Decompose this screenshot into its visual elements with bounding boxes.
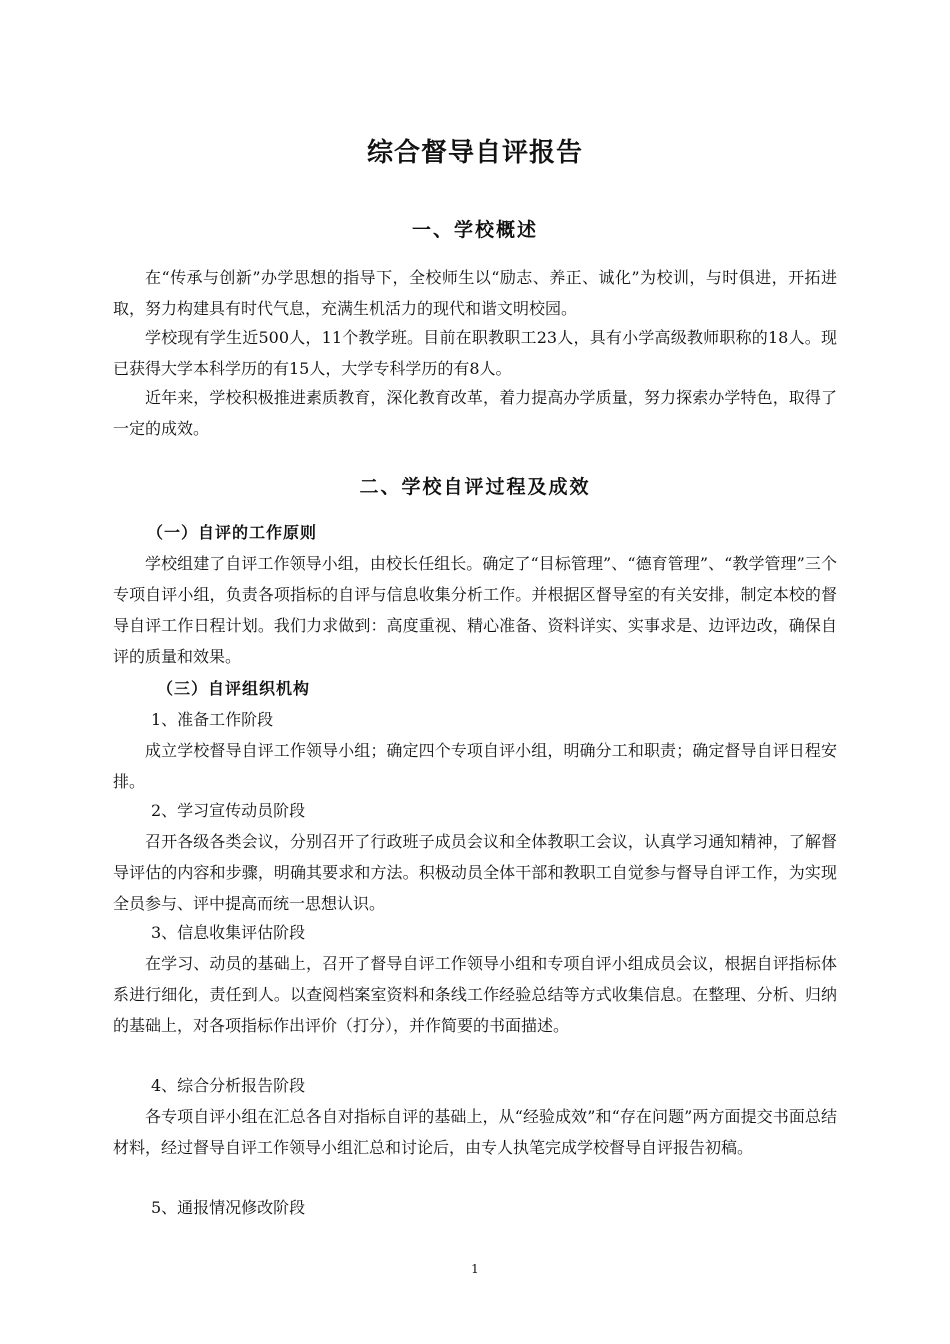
stage-label: 5、通报情况修改阶段	[151, 1198, 306, 1217]
stage-label: 4、综合分析报告阶段	[151, 1076, 306, 1095]
page-number: 1	[471, 1262, 479, 1276]
paragraph: 近年来，学校积极推进素质教育，深化教育改革，着力提高办学质量，努力探索办学特色，取得了一定的成效。	[113, 388, 837, 438]
sub-heading-organization: （三）自评组织机构	[157, 679, 311, 698]
section-heading-overview: 一、学校概述	[411, 219, 538, 241]
paragraph: 学校组建了自评工作领导小组，由校长任组长。确定了“目标管理”、“德育管理”、“教学管理”三个专项自评小组，负责各项指标的自评与信息收集分析工作。并根据区督导室的有关安排，制定本校的督导自评工作日程计划。我们力求做到：高度重视、精心准备、资料详实、实事求是、边评边改，确保自评的质量和效果。	[113, 554, 837, 666]
document-title: 综合督导自评报告	[366, 138, 583, 168]
paragraph: 在“传承与创新”办学思想的指导下，全校师生以“励志、养正、诚化”为校训，与时俱进，开拓进取，努力构建具有时代气息，充满生机活力的现代和谐文明校园。	[113, 268, 837, 318]
paragraph: 成立学校督导自评工作领导小组；确定四个专项自评小组，明确分工和职责；确定督导自评日程安排。	[113, 741, 837, 791]
paragraph: 召开各级各类会议，分别召开了行政班子成员会议和全体教职工会议，认真学习通知精神，了解督导评估的内容和步骤，明确其要求和方法。积极动员全体干部和教职工自觉参与督导自评工作，为实现全员参与、评中提高而统一思想认识。	[113, 832, 837, 913]
paragraph: 各专项自评小组在汇总各自对指标自评的基础上，从“经验成效”和“存在问题”两方面提交书面总结材料，经过督导自评工作领导小组汇总和讨论后，由专人执笔完成学校督导自评报告初稿。	[113, 1107, 837, 1157]
paragraph: 在学习、动员的基础上，召开了督导自评工作领导小组和专项自评小组成员会议，根据自评指标体系进行细化，责任到人。以查阅档案室资料和条线工作经验总结等方式收集信息。在整理、分析、归纳的基础上，对各项指标作出评价（打分），并作简要的书面描述。	[113, 954, 837, 1035]
paragraph: 学校现有学生近500人，11个教学班。目前在职教职工23人，具有小学高级教师职称的18人。现已获得大学本科学历的有15人，大学专科学历的有8人。	[113, 328, 837, 378]
stage-label: 3、信息收集评估阶段	[151, 923, 306, 942]
sub-heading-principles: （一）自评的工作原则	[147, 523, 318, 542]
stage-label: 2、学习宣传动员阶段	[151, 801, 306, 820]
section-heading-process: 二、学校自评过程及成效	[359, 476, 591, 498]
stage-label: 1、准备工作阶段	[151, 710, 274, 729]
